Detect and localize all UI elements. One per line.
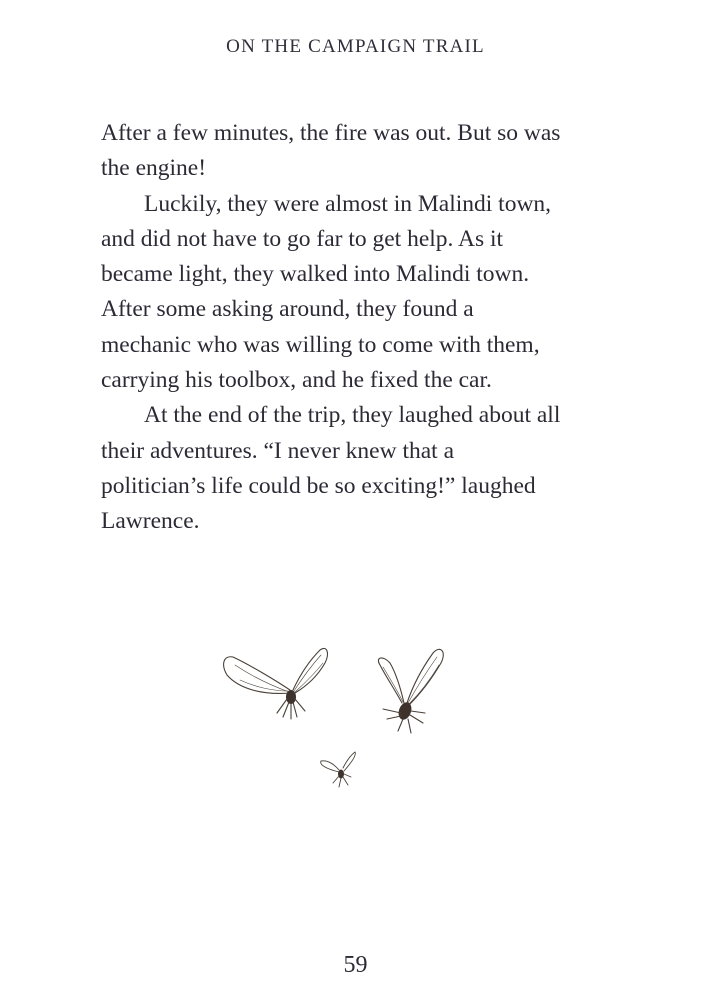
text-line: and did not have to go far to get help. As it — [101, 225, 504, 252]
text-line: the engine! — [101, 155, 207, 182]
insects-illustration — [215, 635, 455, 805]
page-number: 59 — [343, 952, 368, 978]
insect-left-icon — [224, 648, 328, 719]
text-line: After a few minutes, the fire was out. But so was — [101, 120, 561, 146]
text-line: mechanic who was willing to come with them, — [101, 331, 540, 358]
text-line: became light, they walked into Malindi town. — [101, 261, 530, 288]
body-text — [101, 116, 631, 540]
insect-small-icon — [321, 752, 356, 787]
text-line: politician’s life could be so exciting!” laughed — [101, 472, 536, 499]
text-line: their adventures. “I never knew that a — [101, 437, 454, 464]
text-line: At the end of the trip, they laughed about all — [144, 402, 561, 429]
text-line: Luckily, they were almost in Malindi town, — [144, 190, 552, 217]
text-line: After some asking around, they found a — [101, 296, 474, 323]
running-head: ON THE CAMPAIGN TRAIL — [226, 36, 485, 57]
insect-right-icon — [378, 649, 443, 733]
text-line: Lawrence. — [101, 508, 200, 535]
text-line: carrying his toolbox, and he fixed the car. — [101, 367, 492, 394]
